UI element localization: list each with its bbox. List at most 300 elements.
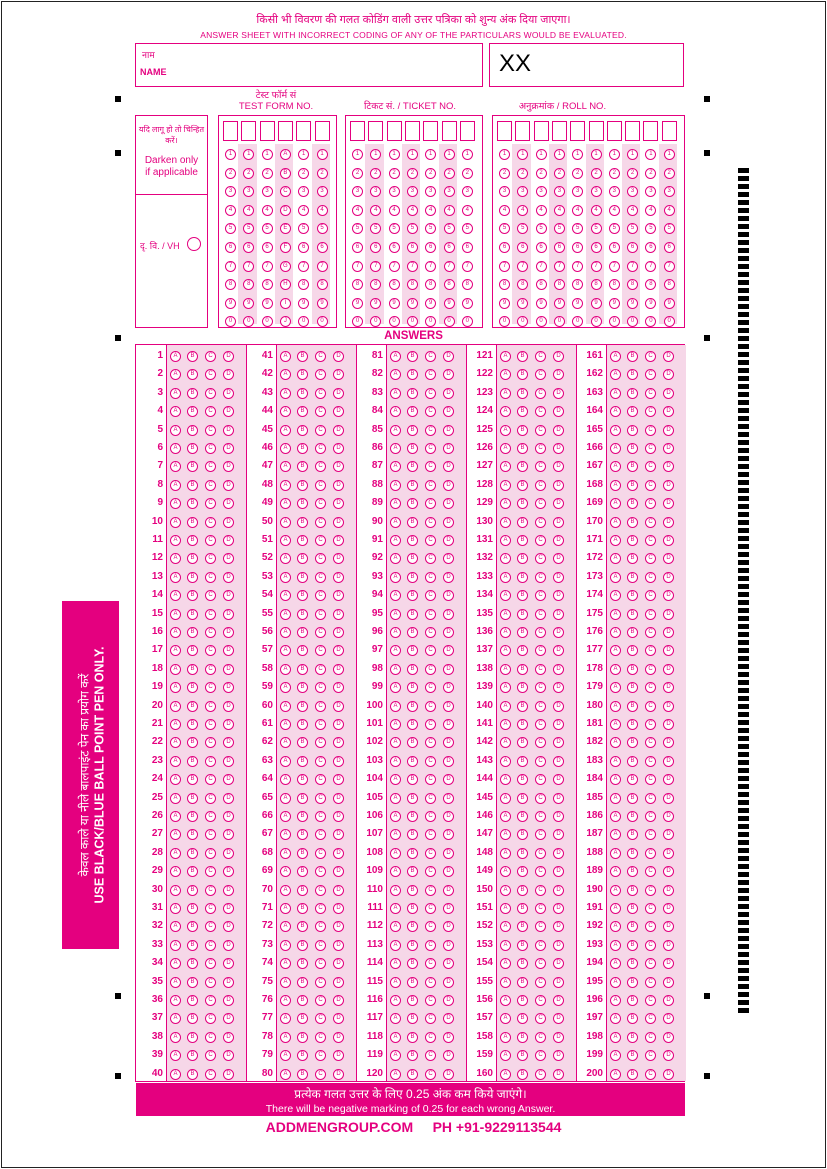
answer-bubble[interactable]: D [333,1050,344,1061]
ticket-bubble[interactable]: 2 [425,168,436,179]
answer-bubble[interactable]: C [315,774,326,785]
answer-bubble[interactable]: C [535,756,546,767]
answer-bubble[interactable]: D [333,885,344,896]
answer-bubble[interactable]: C [425,443,436,454]
answer-bubble[interactable]: D [553,443,564,454]
answer-bubble[interactable]: A [390,443,401,454]
answer-bubble[interactable]: D [663,535,674,546]
answer-bubble[interactable]: B [407,627,418,638]
answer-bubble[interactable]: D [663,443,674,454]
test-form-bubble[interactable]: 3 [298,186,309,197]
answer-bubble[interactable]: B [517,701,528,712]
answer-bubble[interactable]: C [205,719,216,730]
answer-bubble[interactable]: B [407,995,418,1006]
answer-bubble[interactable]: B [187,388,198,399]
roll-bubble[interactable]: 0 [572,316,583,327]
answer-bubble[interactable]: B [627,351,638,362]
test-form-bubble[interactable]: 1 [225,149,236,160]
answer-bubble[interactable]: B [297,829,308,840]
answer-bubble[interactable]: C [425,590,436,601]
answer-bubble[interactable]: D [443,995,454,1006]
answer-bubble[interactable]: B [297,369,308,380]
answer-bubble[interactable]: C [425,627,436,638]
answer-bubble[interactable]: B [627,885,638,896]
answer-bubble[interactable]: D [553,351,564,362]
ticket-entry-cell[interactable] [423,121,438,141]
answer-bubble[interactable]: C [645,1050,656,1061]
answer-bubble[interactable]: D [663,995,674,1006]
roll-bubble[interactable]: 7 [609,261,620,272]
answer-bubble[interactable]: C [535,977,546,988]
answer-bubble[interactable]: B [517,351,528,362]
answer-bubble[interactable]: A [280,1013,291,1024]
answer-bubble[interactable]: A [390,351,401,362]
test-form-bubble[interactable]: 8 [262,279,273,290]
test-form-bubble[interactable]: 7 [225,261,236,272]
answer-bubble[interactable]: B [517,480,528,491]
answer-bubble[interactable]: D [553,590,564,601]
answer-bubble[interactable]: B [407,553,418,564]
answer-bubble[interactable]: D [223,664,234,675]
answer-bubble[interactable]: A [500,627,511,638]
answer-bubble[interactable]: D [443,553,454,564]
answer-bubble[interactable]: B [627,737,638,748]
answer-bubble[interactable]: A [610,609,621,620]
answer-bubble[interactable]: A [500,517,511,528]
test-form-entry-cell[interactable] [260,121,275,141]
answer-bubble[interactable]: C [315,553,326,564]
test-form-bubble[interactable]: A [280,149,291,160]
answer-bubble[interactable]: B [517,958,528,969]
answer-bubble[interactable]: A [170,793,181,804]
ticket-bubble[interactable]: 6 [444,242,455,253]
answer-bubble[interactable]: C [315,351,326,362]
answer-bubble[interactable]: D [663,885,674,896]
answer-bubble[interactable]: B [407,756,418,767]
answer-bubble[interactable]: A [390,461,401,472]
answer-bubble[interactable]: A [500,756,511,767]
answer-bubble[interactable]: D [663,848,674,859]
answer-bubble[interactable]: C [535,443,546,454]
answer-bubble[interactable]: B [517,1013,528,1024]
roll-bubble[interactable]: 6 [627,242,638,253]
answer-bubble[interactable]: C [205,793,216,804]
roll-bubble[interactable]: 8 [645,279,656,290]
answer-bubble[interactable]: B [187,756,198,767]
answer-bubble[interactable]: C [535,388,546,399]
answer-bubble[interactable]: D [443,572,454,583]
answer-bubble[interactable]: B [517,535,528,546]
answer-bubble[interactable]: D [223,535,234,546]
ticket-bubble[interactable]: 0 [444,316,455,327]
answer-bubble[interactable]: A [170,1032,181,1043]
answer-bubble[interactable]: A [170,848,181,859]
answer-bubble[interactable]: D [663,1032,674,1043]
answer-bubble[interactable]: C [535,719,546,730]
answer-bubble[interactable]: C [535,737,546,748]
answer-bubble[interactable]: D [553,1069,564,1080]
answer-bubble[interactable]: B [407,719,418,730]
answer-bubble[interactable]: A [610,627,621,638]
answer-bubble[interactable]: C [535,645,546,656]
answer-bubble[interactable]: A [610,1013,621,1024]
answer-bubble[interactable]: D [663,1069,674,1080]
answer-bubble[interactable]: C [315,829,326,840]
answer-bubble[interactable]: B [297,774,308,785]
answer-bubble[interactable]: D [553,848,564,859]
answer-bubble[interactable]: D [223,425,234,436]
answer-bubble[interactable]: C [535,811,546,822]
answer-bubble[interactable]: B [627,829,638,840]
answer-bubble[interactable]: B [297,958,308,969]
test-form-bubble[interactable]: 8 [317,279,328,290]
answer-bubble[interactable]: A [280,498,291,509]
answer-bubble[interactable]: C [315,977,326,988]
test-form-bubble[interactable]: 4 [298,205,309,216]
answer-bubble[interactable]: C [315,848,326,859]
answer-bubble[interactable]: C [315,1013,326,1024]
answer-bubble[interactable]: B [627,553,638,564]
answer-bubble[interactable]: B [297,553,308,564]
answer-bubble[interactable]: C [315,461,326,472]
ticket-bubble[interactable]: 8 [389,279,400,290]
answer-bubble[interactable]: B [407,903,418,914]
answer-bubble[interactable]: A [390,866,401,877]
answer-bubble[interactable]: C [645,848,656,859]
answer-bubble[interactable]: A [610,958,621,969]
test-form-bubble[interactable]: 9 [298,298,309,309]
roll-bubble[interactable]: 1 [591,149,602,160]
answer-bubble[interactable]: B [627,369,638,380]
answer-bubble[interactable]: B [297,425,308,436]
answer-bubble[interactable]: D [223,406,234,417]
answer-bubble[interactable]: C [425,1032,436,1043]
answer-bubble[interactable]: A [170,885,181,896]
answer-bubble[interactable]: B [187,921,198,932]
test-form-bubble[interactable]: 8 [225,279,236,290]
answer-bubble[interactable]: C [315,498,326,509]
answer-bubble[interactable]: D [333,958,344,969]
answer-bubble[interactable]: B [187,811,198,822]
roll-bubble[interactable]: 0 [517,316,528,327]
answer-bubble[interactable]: C [315,664,326,675]
answer-bubble[interactable]: C [205,480,216,491]
answer-bubble[interactable]: A [610,425,621,436]
ticket-bubble[interactable]: 9 [352,298,363,309]
roll-bubble[interactable]: 0 [591,316,602,327]
roll-bubble[interactable]: 4 [554,205,565,216]
answer-bubble[interactable]: C [535,1013,546,1024]
test-form-bubble[interactable]: 0 [243,316,254,327]
answer-bubble[interactable]: C [535,1069,546,1080]
answer-bubble[interactable]: A [500,903,511,914]
answer-bubble[interactable]: D [223,829,234,840]
test-form-bubble[interactable]: 3 [262,186,273,197]
ticket-bubble[interactable]: 3 [425,186,436,197]
answer-bubble[interactable]: D [443,609,454,620]
answer-bubble[interactable]: C [205,774,216,785]
roll-bubble[interactable]: 7 [627,261,638,272]
answer-bubble[interactable]: B [517,645,528,656]
answer-bubble[interactable]: B [627,517,638,528]
answer-bubble[interactable]: D [223,443,234,454]
answer-bubble[interactable]: C [425,498,436,509]
answer-bubble[interactable]: A [170,940,181,951]
answer-bubble[interactable]: C [205,498,216,509]
ticket-bubble[interactable]: 8 [425,279,436,290]
answer-bubble[interactable]: C [315,406,326,417]
roll-bubble[interactable]: 9 [664,298,675,309]
answer-bubble[interactable]: C [205,682,216,693]
answer-bubble[interactable]: A [610,885,621,896]
answer-bubble[interactable]: A [610,406,621,417]
answer-bubble[interactable]: D [553,829,564,840]
answer-bubble[interactable]: A [170,535,181,546]
answer-bubble[interactable]: A [280,590,291,601]
answer-bubble[interactable]: D [333,461,344,472]
answer-bubble[interactable]: B [187,995,198,1006]
ticket-bubble[interactable]: 9 [370,298,381,309]
answer-bubble[interactable]: D [553,682,564,693]
answer-bubble[interactable]: D [443,425,454,436]
roll-bubble[interactable]: 3 [645,186,656,197]
answer-bubble[interactable]: A [280,425,291,436]
answer-bubble[interactable]: C [315,958,326,969]
roll-bubble[interactable]: 3 [572,186,583,197]
answer-bubble[interactable]: C [205,517,216,528]
answer-bubble[interactable]: D [553,425,564,436]
answer-bubble[interactable]: C [205,1013,216,1024]
ticket-bubble[interactable]: 4 [462,205,473,216]
answer-bubble[interactable]: C [535,425,546,436]
ticket-bubble[interactable]: 4 [389,205,400,216]
answer-bubble[interactable]: B [517,848,528,859]
answer-bubble[interactable]: B [407,829,418,840]
answer-bubble[interactable]: C [645,498,656,509]
answer-bubble[interactable]: B [627,756,638,767]
test-form-bubble[interactable]: 7 [262,261,273,272]
answer-bubble[interactable]: C [645,461,656,472]
answer-bubble[interactable]: D [663,829,674,840]
answer-bubble[interactable]: C [645,977,656,988]
answer-bubble[interactable]: A [500,682,511,693]
test-form-entry-cell[interactable] [278,121,293,141]
answer-bubble[interactable]: C [205,829,216,840]
answer-bubble[interactable]: C [645,885,656,896]
answer-bubble[interactable]: A [610,498,621,509]
test-form-bubble[interactable]: 0 [298,316,309,327]
roll-bubble[interactable]: 1 [609,149,620,160]
answer-bubble[interactable]: D [663,498,674,509]
answer-bubble[interactable]: C [645,351,656,362]
answer-bubble[interactable]: C [205,921,216,932]
answer-bubble[interactable]: D [443,756,454,767]
answer-bubble[interactable]: C [535,369,546,380]
answer-bubble[interactable]: D [333,737,344,748]
ticket-bubble[interactable]: 3 [352,186,363,197]
roll-bubble[interactable]: 9 [517,298,528,309]
answer-bubble[interactable]: A [610,664,621,675]
roll-bubble[interactable]: 6 [517,242,528,253]
ticket-bubble[interactable]: 1 [425,149,436,160]
ticket-entry-cell[interactable] [368,121,383,141]
answer-bubble[interactable]: B [407,388,418,399]
roll-bubble[interactable]: 5 [645,223,656,234]
answer-bubble[interactable]: C [645,369,656,380]
answer-bubble[interactable]: A [390,903,401,914]
answer-bubble[interactable]: C [535,627,546,638]
roll-entry-cell[interactable] [589,121,604,141]
answer-bubble[interactable]: C [425,866,436,877]
answer-bubble[interactable]: B [517,719,528,730]
answer-bubble[interactable]: A [500,498,511,509]
answer-bubble[interactable]: B [407,425,418,436]
roll-bubble[interactable]: 7 [536,261,547,272]
answer-bubble[interactable]: B [517,443,528,454]
answer-bubble[interactable]: D [443,664,454,675]
answer-bubble[interactable]: B [407,701,418,712]
answer-bubble[interactable]: B [517,406,528,417]
answer-bubble[interactable]: D [443,848,454,859]
answer-bubble[interactable]: B [627,609,638,620]
answer-bubble[interactable]: D [223,1013,234,1024]
answer-bubble[interactable]: B [297,535,308,546]
answer-bubble[interactable]: B [407,921,418,932]
answer-bubble[interactable]: D [333,664,344,675]
answer-bubble[interactable]: D [553,903,564,914]
answer-bubble[interactable]: A [390,480,401,491]
ticket-bubble[interactable]: 2 [462,168,473,179]
answer-bubble[interactable]: A [280,572,291,583]
ticket-bubble[interactable]: 7 [444,261,455,272]
roll-bubble[interactable]: 2 [645,168,656,179]
answer-bubble[interactable]: C [535,793,546,804]
answer-bubble[interactable]: C [645,425,656,436]
answer-bubble[interactable]: B [627,793,638,804]
answer-bubble[interactable]: A [280,627,291,638]
ticket-bubble[interactable]: 6 [389,242,400,253]
answer-bubble[interactable]: D [223,627,234,638]
answer-bubble[interactable]: B [407,609,418,620]
answer-bubble[interactable]: A [500,866,511,877]
answer-bubble[interactable]: A [610,829,621,840]
answer-bubble[interactable]: C [645,682,656,693]
answer-bubble[interactable]: C [645,958,656,969]
answer-bubble[interactable]: D [663,1050,674,1061]
answer-bubble[interactable]: A [280,535,291,546]
answer-bubble[interactable]: B [297,517,308,528]
answer-bubble[interactable]: B [627,1050,638,1061]
roll-bubble[interactable]: 1 [499,149,510,160]
answer-bubble[interactable]: D [333,1013,344,1024]
answer-bubble[interactable]: A [170,627,181,638]
roll-bubble[interactable]: 6 [609,242,620,253]
roll-bubble[interactable]: 5 [517,223,528,234]
roll-bubble[interactable]: 5 [554,223,565,234]
answer-bubble[interactable]: D [333,517,344,528]
answer-bubble[interactable]: A [390,609,401,620]
answer-bubble[interactable]: B [407,811,418,822]
answer-bubble[interactable]: A [390,664,401,675]
answer-bubble[interactable]: A [280,719,291,730]
answer-bubble[interactable]: D [443,1050,454,1061]
answer-bubble[interactable]: D [443,774,454,785]
answer-bubble[interactable]: C [425,701,436,712]
roll-entry-cell[interactable] [534,121,549,141]
ticket-bubble[interactable]: 5 [425,223,436,234]
roll-bubble[interactable]: 6 [572,242,583,253]
answer-bubble[interactable]: A [280,903,291,914]
answer-bubble[interactable]: A [280,756,291,767]
answer-bubble[interactable]: C [315,1069,326,1080]
answer-bubble[interactable]: B [517,811,528,822]
answer-bubble[interactable]: B [517,590,528,601]
roll-bubble[interactable]: 1 [645,149,656,160]
answer-bubble[interactable]: B [297,977,308,988]
answer-bubble[interactable]: D [553,737,564,748]
answer-bubble[interactable]: A [170,406,181,417]
answer-bubble[interactable]: C [315,921,326,932]
answer-bubble[interactable]: B [517,774,528,785]
answer-bubble[interactable]: A [280,921,291,932]
answer-bubble[interactable]: B [187,719,198,730]
answer-bubble[interactable]: D [663,719,674,730]
roll-bubble[interactable]: 3 [536,186,547,197]
answer-bubble[interactable]: C [425,664,436,675]
ticket-bubble[interactable]: 8 [444,279,455,290]
test-form-bubble[interactable]: 8 [243,279,254,290]
answer-bubble[interactable]: A [170,774,181,785]
answer-bubble[interactable]: D [553,756,564,767]
answer-bubble[interactable]: C [535,1050,546,1061]
answer-bubble[interactable]: A [280,1032,291,1043]
answer-bubble[interactable]: D [663,682,674,693]
answer-bubble[interactable]: B [627,811,638,822]
answer-bubble[interactable]: C [315,1050,326,1061]
answer-bubble[interactable]: D [553,995,564,1006]
answer-bubble[interactable]: A [610,903,621,914]
answer-bubble[interactable]: C [535,682,546,693]
answer-bubble[interactable]: C [205,645,216,656]
answer-bubble[interactable]: D [223,590,234,601]
answer-bubble[interactable]: D [443,903,454,914]
roll-bubble[interactable]: 8 [591,279,602,290]
roll-bubble[interactable]: 9 [609,298,620,309]
roll-bubble[interactable]: 2 [499,168,510,179]
answer-bubble[interactable]: A [610,737,621,748]
roll-bubble[interactable]: 8 [517,279,528,290]
answer-bubble[interactable]: B [627,480,638,491]
answer-bubble[interactable]: B [517,940,528,951]
answer-bubble[interactable]: B [187,609,198,620]
test-form-bubble[interactable]: 3 [225,186,236,197]
answer-bubble[interactable]: A [280,866,291,877]
answer-bubble[interactable]: B [627,664,638,675]
roll-bubble[interactable]: 4 [499,205,510,216]
answer-bubble[interactable]: A [500,719,511,730]
answer-bubble[interactable]: D [333,977,344,988]
answer-bubble[interactable]: D [223,1032,234,1043]
answer-bubble[interactable]: D [333,1069,344,1080]
answer-bubble[interactable]: A [170,590,181,601]
answer-bubble[interactable]: C [535,590,546,601]
answer-bubble[interactable]: D [333,903,344,914]
answer-bubble[interactable]: C [205,609,216,620]
answer-bubble[interactable]: B [187,1032,198,1043]
test-form-bubble[interactable]: 2 [262,168,273,179]
answer-bubble[interactable]: B [187,940,198,951]
answer-bubble[interactable]: C [645,590,656,601]
